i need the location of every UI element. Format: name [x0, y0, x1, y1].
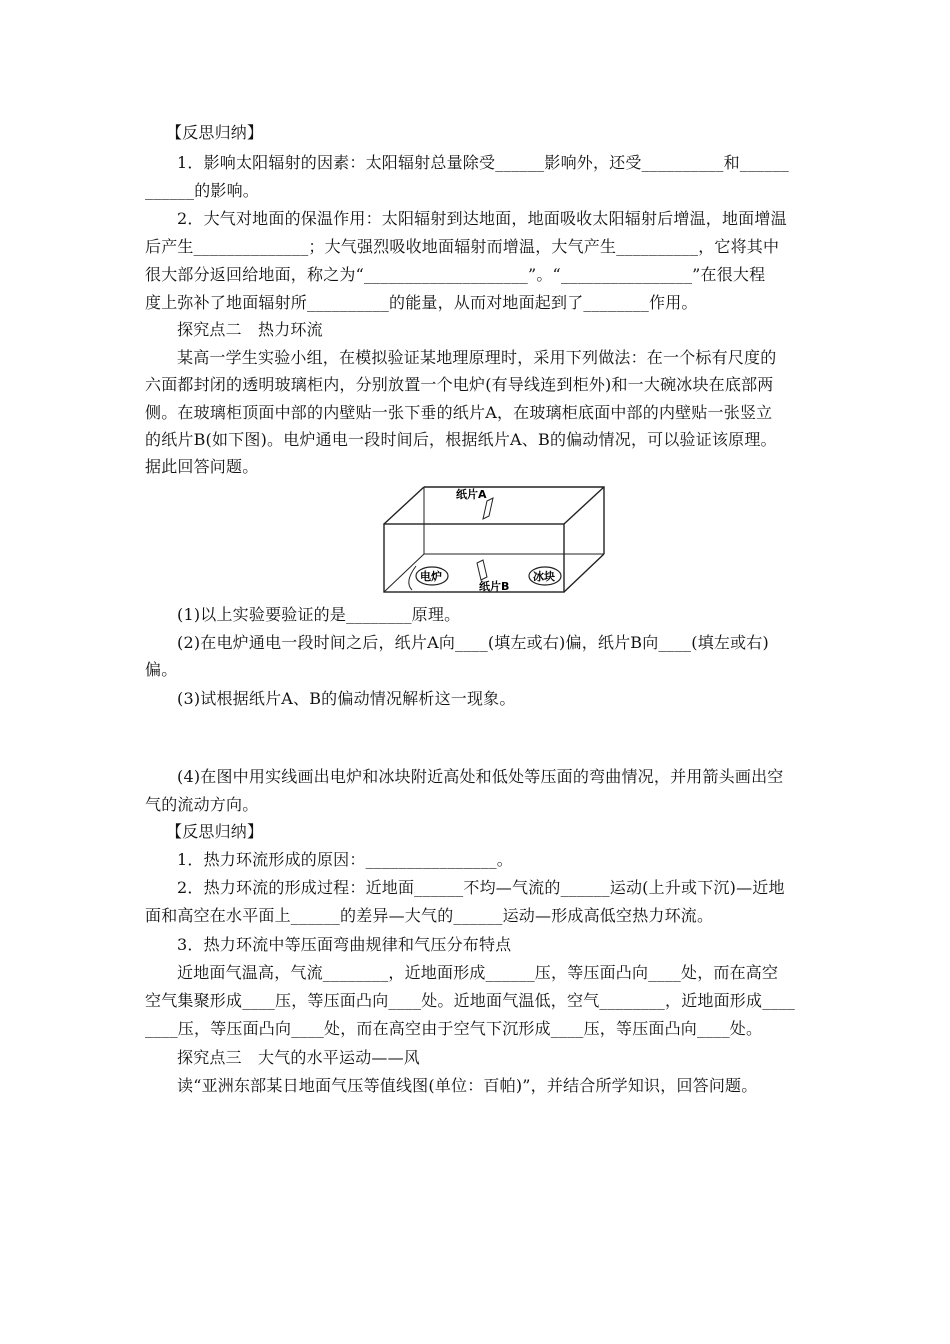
reflection2-item-1: 1．热力环流形成的原因：________________。 — [177, 850, 513, 869]
reflection2-item-2-line-1: 2．热力环流的形成过程：近地面______不均—气流的______运动(上升或下沉)—近地 — [177, 878, 785, 897]
reflection2-pressure-line-2: 空气集聚形成____压，等压面凸向____处。近地面气温低，空气________，近地面形成____ — [145, 991, 796, 1010]
reflection2-pressure-line-1: 近地面气温高，气流________，近地面形成______压，等压面凸向____处，而在高空 — [177, 963, 779, 982]
experiment-intro-line-5: 据此回答问题。 — [145, 457, 259, 476]
experiment-intro-line-1: 某高一学生实验小组，在模拟验证某地理原理时，采用下列做法：在一个标有尺度的 — [177, 348, 777, 367]
cabinet-bottom-right-edge — [564, 554, 604, 592]
cabinet-bottom-left-edge — [384, 554, 424, 592]
experiment-intro-line-4: 的纸片B(如下图)。电炉通电一段时间后，根据纸片A、B的偏动情况，可以验证该原理。 — [145, 430, 777, 449]
section-heading-2: 【反思归纳】 — [166, 822, 264, 841]
glass-cabinet-figure — [380, 484, 610, 600]
reflection-item-1-line-1: 1．影响太阳辐射的因素：太阳辐射总量除受______影响外，还受__________和______ — [177, 153, 789, 172]
cabinet-top-left-edge — [384, 487, 424, 524]
glass-cabinet-diagram — [380, 484, 610, 596]
question-4-line-1: (4)在图中用实线画出电炉和冰块附近高处和低处等压面的弯曲情况，并用箭头画出空 — [177, 767, 784, 786]
paper-a-shape — [483, 498, 493, 519]
reflection-item-2-line-4: 度上弥补了地面辐射所__________的能量，从而对地面起到了________作用。 — [145, 293, 698, 312]
paper-b-label: 纸片B — [479, 580, 510, 593]
cabinet-top-right-edge — [564, 487, 604, 524]
question-2-line-2: 偏。 — [145, 660, 178, 679]
paper-b-shape — [477, 560, 487, 580]
reflection2-item-3: 3．热力环流中等压面弯曲规律和气压分布特点 — [177, 935, 512, 954]
explore-point-2-title: 探究点二 热力环流 — [177, 320, 323, 339]
stove-label: 电炉 — [420, 570, 442, 583]
ice-label: 冰块 — [533, 570, 555, 583]
paper-a-label: 纸片A — [456, 488, 487, 501]
cabinet-back-edge — [424, 487, 604, 554]
reflection2-pressure-line-3: ____压，等压面凸向____处，而在高空由于空气下沉形成____压，等压面凸向____处。 — [145, 1019, 763, 1038]
reflection-item-2-line-1: 2．大气对地面的保温作用：太阳辐射到达地面，地面吸收太阳辐射后增温，地面增温 — [177, 209, 787, 228]
section-heading: 【反思归纳】 — [166, 123, 264, 142]
reflection-item-2-line-2: 后产生______________；大气强烈吸收地面辐射而增温，大气产生__________，它将其中 — [145, 237, 780, 256]
question-3: (3)试根据纸片A、B的偏动情况解析这一现象。 — [177, 689, 516, 708]
question-1: (1)以上实验要验证的是________原理。 — [177, 605, 461, 624]
experiment-intro-line-2: 六面都封闭的透明玻璃柜内，分别放置一个电炉(有导线连到柜外)和一大碗冰块在底部两 — [145, 375, 774, 394]
reflection-item-1-line-2: ______的影响。 — [145, 181, 260, 200]
explore-point-3-intro: 读“亚洲东部某日地面气压等值线图(单位：百帕)”，并结合所学知识，回答问题。 — [177, 1076, 758, 1095]
explore-point-3-title: 探究点三 大气的水平运动——风 — [177, 1048, 421, 1067]
stove-wire — [409, 566, 416, 590]
reflection-item-2-line-3: 很大部分返回给地面，称之为“____________________”。“________________”在很大程 — [145, 265, 766, 284]
experiment-intro-line-3: 侧。在玻璃柜顶面中部的内壁贴一张下垂的纸片A，在玻璃柜底面中部的内壁贴一张竖立 — [145, 403, 773, 422]
question-2-line-1: (2)在电炉通电一段时间之后，纸片A向____(填左或右)偏，纸片B向____(填左或右) — [177, 633, 769, 652]
question-4-line-2: 气的流动方向。 — [145, 795, 259, 814]
reflection2-item-2-line-2: 面和高空在水平面上______的差异—大气的______运动—形成高低空热力环流。 — [145, 906, 714, 925]
